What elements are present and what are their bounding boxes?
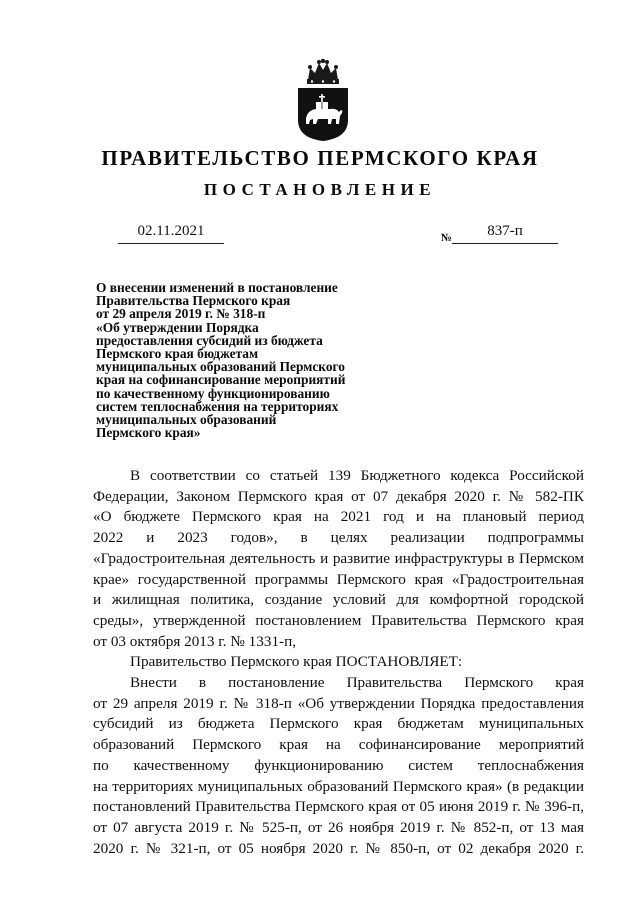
body-line: Внести в постановление Правительства Пермского края — [130, 674, 584, 692]
subject-line: О внесении изменений в постановление — [96, 280, 338, 295]
body-line: В соответствии со статьей 139 Бюджетного кодекса Российской — [130, 467, 584, 484]
subject-line: Пермского края бюджетам — [96, 346, 259, 362]
body-line: 2022 и 2023 годов», в целях реализации подпрограммы — [93, 529, 584, 547]
organization-title: ПРАВИТЕЛЬСТВО ПЕРМСКОГО КРАЯ — [101, 146, 539, 170]
body-line: по качественному функционированию систем теплоснабжения — [93, 756, 584, 774]
subject-line: края на софинансирование мероприятий — [96, 372, 346, 388]
body-line: и жилищная политика, создание условий для комфортной городской — [93, 591, 584, 609]
body-line: «Градостроительная деятельность и развитие инфраструктуры в Пермском — [93, 549, 584, 567]
document-type: ПОСТАНОВЛЕНИЕ — [203, 180, 437, 199]
resolution-line: Правительство Пермского края ПОСТАНОВЛЯЕТ: — [130, 653, 463, 671]
document-subject — [96, 281, 396, 439]
body-line: субсидий из бюджета Пермского края бюджетам муниципальных — [93, 715, 584, 733]
number-sign: № — [441, 232, 453, 244]
subject-line: Правительства Пермского края — [96, 293, 291, 309]
body-line: от 03 октября 2013 г. № 1331-п, — [93, 632, 297, 650]
subject-line: «Об утверждении Порядка — [96, 319, 259, 335]
subject-line: муниципальных образований — [96, 412, 277, 428]
body-line: образований Пермского края на софинансирование мероприятий — [93, 736, 584, 754]
body-line: от 07 августа 2019 г. № 525-п, от 26 ноября 2019 г. № 852-п, от 13 мая — [93, 818, 584, 836]
body-line: среды», утвержденной постановлением Правительства Пермского края — [93, 611, 584, 629]
body-line: Федерации, Законом Пермского края от 07 декабря 2020 г. № 582-ПК — [93, 487, 584, 505]
body-line: «О бюджете Пермского края на 2021 год и на плановый период — [93, 508, 584, 526]
document-number: 837-п — [452, 221, 558, 244]
body-line: от 29 апреля 2019 г. № 318-п «Об утверждении Порядка предоставления — [93, 694, 584, 712]
subject-line: по качественному функционированию — [96, 385, 330, 401]
subject-line: от 29 апреля 2019 г. № 318-п — [96, 306, 266, 322]
subject-line: муниципальных образований Пермского — [96, 359, 345, 375]
coat-of-arms-emblem — [294, 58, 352, 142]
subject-line: предоставления субсидий из бюджета — [96, 332, 323, 348]
subject-line: систем теплоснабжения на территориях — [96, 398, 339, 414]
document-body — [93, 466, 584, 859]
document-date: 02.11.2021 — [118, 221, 224, 244]
body-line: крае» государственной программы Пермского края «Градостроительная — [93, 570, 584, 588]
body-line: постановлений Правительства Пермского края от 05 июня 2019 г. № 396-п, — [93, 798, 584, 816]
body-line: на территориях муниципальных образований Пермского края» (в редакции — [93, 777, 584, 795]
body-line: 2020 г. № 321-п, от 05 ноября 2020 г. № 850-п, от 02 декабря 2020 г. — [93, 839, 584, 857]
subject-line: Пермского края» — [96, 425, 201, 441]
